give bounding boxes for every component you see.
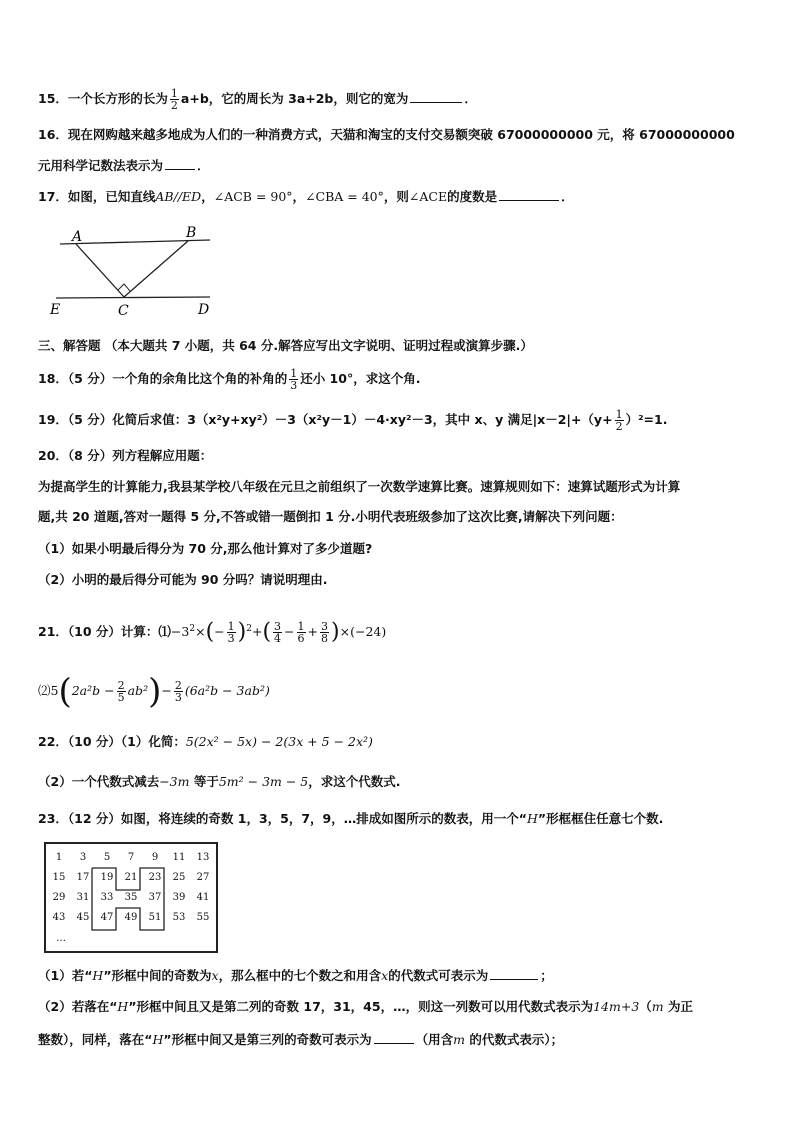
question-text: ”形框中间又是第三列的奇数可表示为	[163, 1032, 372, 1047]
punctuation: ，	[201, 189, 214, 204]
fraction-denominator: 4	[274, 632, 282, 646]
fraction-numerator: 1	[290, 367, 298, 380]
point-label-c: C	[118, 303, 129, 319]
answer-blank[interactable]	[499, 187, 559, 201]
grid-cell: 39	[172, 892, 186, 903]
question-19	[38, 409, 760, 432]
question-20-sub1: （1）如果小明最后得分为 70 分,那么他计算对了多少道题?	[38, 541, 373, 556]
grid-cell: 35	[124, 892, 138, 903]
grid-cell: 3	[79, 852, 87, 863]
question-text: ”形框中间且又是第二列的奇数 17，31，45，…，则这一列数可以用代数式表示为	[128, 999, 594, 1014]
math-expression: ∠CBA = 40°	[305, 189, 384, 204]
math-operator: +	[251, 624, 263, 640]
math-term: ab²	[127, 683, 149, 698]
grid-cell: 25	[172, 872, 186, 883]
question-text: a+b，它的周长为 3a+2b，则它的宽为	[180, 91, 409, 106]
answer-blank[interactable]	[490, 966, 538, 980]
question-text: ，则	[383, 189, 409, 204]
question-text: （2）若落在“	[38, 999, 118, 1014]
punctuation: ．	[561, 189, 574, 204]
punctuation: ．	[464, 91, 477, 106]
fraction-denominator: 6	[297, 632, 305, 646]
question-23	[38, 810, 760, 828]
question-text: 元用科学记数法表示为	[38, 158, 164, 173]
question-23-sub1	[38, 966, 760, 985]
grid-ellipsis: …	[56, 933, 66, 944]
math-term: (6a²b − 3ab²)	[184, 683, 270, 698]
question-22-part2	[38, 773, 760, 791]
fraction-numerator: 3	[321, 620, 329, 634]
question-20-body: 为提高学生的计算能力,我县某学校八年级在元旦之前组织了一次数学速算比赛。速算规则如下：速算试题形式为计算	[38, 479, 681, 494]
fraction-denominator: 2	[170, 99, 178, 112]
math-term: −3	[170, 624, 190, 640]
fraction-denominator: 3	[290, 379, 298, 392]
answer-blank[interactable]	[410, 89, 462, 103]
question-text: ”形框中间的奇数为	[103, 968, 212, 983]
fraction-denominator: 5	[117, 691, 125, 704]
grid-cell: 31	[76, 892, 90, 903]
math-symbol: H	[117, 999, 129, 1014]
question-text: （用含	[415, 1032, 454, 1047]
grid-cell: 55	[196, 912, 210, 923]
grid-cell: 53	[172, 912, 186, 923]
fraction	[117, 680, 126, 703]
question-16-line1: 16．现在网购越来越多地成为人们的一种消费方式，天猫和淘宝的支付交易额突破 67000000000 元，将 67000000000	[38, 127, 735, 142]
grid-cell: 15	[52, 872, 66, 883]
math-symbol: x	[381, 968, 389, 983]
fraction-denominator: 2	[615, 420, 623, 433]
math-symbol: H	[92, 968, 104, 983]
question-text: 19．（5 分）化简后求值：3（x²y+xy²）－3（x²y－1）－4·xy²－3，其中 x、y 满足|x－2|+（y+	[38, 412, 613, 427]
math-symbol: m	[651, 999, 664, 1014]
question-text: （2）一个代数式减去	[38, 774, 160, 789]
part-label: ⑵	[38, 683, 51, 698]
question-text: 17．如图，已知直线	[38, 189, 156, 204]
math-expression: 5(2x² − 5x) − 2(3x + 5 − 2x²)	[185, 734, 373, 749]
math-expression: 14m+3	[593, 999, 640, 1014]
grid-cell: 41	[196, 892, 210, 903]
fraction	[297, 621, 306, 644]
question-21-part1: 21．（10 分）计算：$⑴-3^2\times(-$ $\frac{1}{3}$ )$^2$+( $\frac{3}{4}$ − $\frac{1}{6}$ + $\frac{3}{8}$ )×(−24)	[38, 619, 387, 646]
grid-cell: 47	[100, 912, 114, 923]
question-text: 22．（10 分）（1）化简：	[38, 734, 186, 749]
math-term: 5	[50, 683, 59, 698]
question-text: （	[639, 999, 652, 1014]
question-number: 15．	[38, 91, 68, 106]
math-symbol: x	[211, 968, 219, 983]
fraction	[289, 368, 298, 391]
question-text: （1）若“	[38, 968, 93, 983]
question-text: 等于	[189, 774, 219, 789]
grid-cell: 5	[103, 852, 111, 863]
section-3-heading: 三、解答题 （本大题共 7 小题，共 64 分.解答应写出文字说明、证明过程或演算步骤.）	[38, 338, 533, 353]
odd-number-grid	[44, 842, 218, 953]
math-symbol: H	[526, 811, 538, 826]
math-term: (−24)	[350, 624, 387, 640]
fraction-numerator: 1	[170, 87, 178, 100]
question-text: 的度数是	[447, 189, 498, 204]
math-expression: −3m	[159, 774, 190, 789]
question-20-sub2: （2）小明的最后得分可能为 90 分吗？请说明理由.	[38, 572, 328, 587]
math-expression: ∠ACB = 90°	[213, 189, 293, 204]
question-text: 整数），同样，落在“	[38, 1032, 153, 1047]
grid-cell: 37	[148, 892, 162, 903]
grid-cell: 21	[124, 872, 138, 883]
math-expression: 5m² − 3m − 5	[218, 774, 309, 789]
geometry-figure	[48, 220, 218, 320]
question-text: ，那么框中的七个数之和用含	[218, 968, 382, 983]
punctuation: ．	[197, 158, 210, 173]
question-23-sub2-line2	[38, 1030, 760, 1049]
math-expression: AB//ED	[155, 189, 202, 204]
question-text: ）²=1.	[625, 412, 668, 427]
grid-cell: 19	[100, 872, 114, 883]
grid-cell: 11	[172, 852, 186, 863]
fraction	[273, 621, 282, 644]
question-21-part2: ⑵5(2a²b − $\frac{2}{5}$ ab²)− $\frac{2}{3}$ (6a²b − 3ab²)	[38, 671, 270, 712]
question-text: 18．（5 分）一个角的余角比这个角的补角的	[38, 371, 288, 386]
question-text: 还小 10°，求这个角.	[300, 371, 421, 386]
grid-cell: 51	[148, 912, 162, 923]
question-22-part1	[38, 733, 760, 751]
h-shaped-frame	[92, 868, 164, 930]
fraction-numerator: 2	[117, 679, 125, 692]
punctuation: ；	[540, 968, 553, 983]
line-ed	[56, 297, 210, 298]
fraction	[227, 621, 236, 644]
question-18	[38, 368, 760, 391]
fraction-numerator: 2	[174, 679, 182, 692]
fraction	[320, 621, 329, 644]
question-16-line2	[38, 156, 760, 175]
fraction	[170, 88, 179, 111]
fraction-numerator: 1	[615, 408, 623, 421]
grid-cell: 23	[148, 872, 162, 883]
right-angle-mark	[118, 284, 130, 291]
grid-cell: 27	[196, 872, 210, 883]
question-text: ”形框框住任意七个数.	[537, 811, 664, 826]
grid-cell: 45	[76, 912, 90, 923]
grid-cell: 1	[55, 852, 63, 863]
question-text: 23．（12 分）如图，将连续的奇数 1，3，5，7，9，…排成如图所示的数表，用一个“	[38, 811, 527, 826]
math-operator: ×	[195, 624, 206, 640]
point-label-a: A	[72, 229, 83, 245]
math-symbol: m	[453, 1032, 465, 1047]
question-20-title: 20．（8 分）列方程解应用题：	[38, 448, 213, 463]
math-symbol: H	[152, 1032, 164, 1047]
fraction	[174, 680, 183, 703]
answer-blank[interactable]	[374, 1030, 414, 1044]
question-23-sub2-line1	[38, 998, 760, 1016]
point-label-b: B	[186, 225, 197, 241]
answer-blank[interactable]	[165, 156, 195, 170]
segment-bc	[124, 241, 188, 297]
grid-cell: 29	[52, 892, 66, 903]
fraction-numerator: 3	[274, 620, 282, 634]
grid-cell: 13	[196, 852, 210, 863]
question-text: 的代数式表示）；	[464, 1032, 564, 1047]
question-20-body: 题,共 20 道题,答对一题得 5 分,不答或错一题倒扣 1 分.小明代表班级参加了这次比赛,请解决下列问题：	[38, 509, 623, 524]
grid-cell: 17	[76, 872, 90, 883]
question-15	[38, 88, 760, 111]
question-text: 一个长方形的长为	[67, 91, 168, 106]
question-text: ，求这个代数式.	[308, 774, 401, 789]
point-label-e: E	[50, 302, 61, 318]
question-17	[38, 187, 760, 206]
grid-cell: 49	[124, 912, 138, 923]
fraction	[615, 409, 624, 432]
math-operator: ×	[339, 624, 351, 640]
math-term: 2a²b −	[71, 683, 115, 698]
point-label-d: D	[198, 302, 210, 318]
grid-cell: 33	[100, 892, 114, 903]
fraction-denominator: 3	[174, 691, 182, 704]
segment-ac	[76, 244, 124, 297]
grid-cell: 43	[52, 912, 66, 923]
grid-cell: 7	[127, 852, 135, 863]
question-text: 21．（10 分）计算：⑴	[38, 624, 171, 640]
fraction-numerator: 1	[297, 620, 305, 634]
fraction-denominator: 3	[227, 632, 235, 646]
fraction-denominator: 8	[321, 632, 329, 646]
punctuation: ，	[292, 189, 306, 204]
question-text: 的代数式可表示为	[388, 968, 489, 983]
grid-cell: 9	[151, 852, 159, 863]
question-text: 为正	[663, 999, 694, 1014]
math-expression: ∠ACE	[408, 189, 448, 204]
fraction-numerator: 1	[227, 620, 235, 634]
